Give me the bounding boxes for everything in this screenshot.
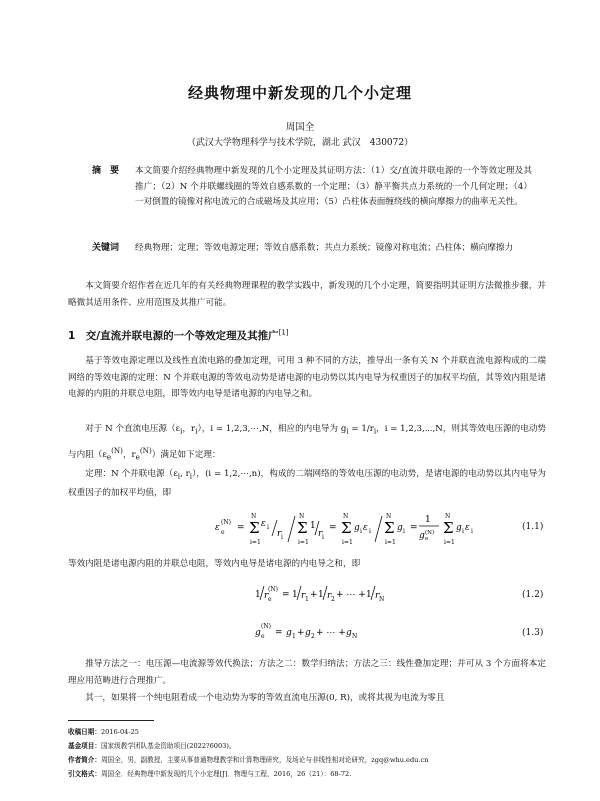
svg-text:ε: ε xyxy=(261,519,266,529)
svg-text:+: + xyxy=(310,590,318,600)
keywords-text: 经典物理；定理；等效电源定理；等效自感系数；共点力系统；镜像对称电流；凸柱体；横向摩擦力 xyxy=(135,243,514,253)
svg-text:i=1: i=1 xyxy=(250,539,261,546)
svg-text:Σ: Σ xyxy=(341,519,352,537)
svg-text:e: e xyxy=(425,536,429,542)
svg-text:+ ⋯ +: + ⋯ + xyxy=(316,628,346,638)
footnote-citation: 引文格式：周国全．经典物理中新发现的几个小定理[J]．物理与工程，2016，26（21）：68-72. xyxy=(68,770,352,778)
paragraph-equivalent-resistance: 等效内阻是诸电源内阻的并联总电阻，等效内电导是诸电源的内电导之和，即 xyxy=(68,559,361,569)
paragraph-theorem-statement: 定理：N 个并联电源（$\varepsilon_i$, $r_i$），(i = 1,2,⋯,n)，构成的二端网络的等效电压源的电动势，是诸电源的电动势以其内电导为权重因子的加权平均值，即 xyxy=(68,469,546,499)
intro-paragraph: 本文简要介绍作者在近几年的有关经典物理课程的教学实践中，新发现的几个小定理，简要指明其证明方法微推步骤，并略微其适用条件、应用范围及其推广可能。 xyxy=(68,281,546,308)
svg-text:r: r xyxy=(301,591,306,601)
svg-text:Σ: Σ xyxy=(297,519,308,537)
section-heading-text: 1 交/直流并联电源的一个等效定理及其推广 xyxy=(68,330,279,342)
svg-text:e: e xyxy=(221,529,225,536)
svg-text:g: g xyxy=(456,523,462,533)
svg-text:i=1: i=1 xyxy=(444,539,455,546)
svg-text:ε: ε xyxy=(465,523,470,533)
svg-text:i=1: i=1 xyxy=(342,539,353,546)
svg-text:=: = xyxy=(282,590,290,600)
footnote-funding: 基金项目：国家级教学团队基金资助项目(2022?6003)。 xyxy=(68,742,236,750)
footnote-divider xyxy=(68,720,154,721)
svg-text:=: = xyxy=(410,523,418,533)
svg-text:+: + xyxy=(297,628,305,638)
footnote-author-bio: 作者简介：周国全，男，副教授，主要从事普通物理教学和计算物理研究，及场论与非线性相对论研究，zgq@whu.edu.cn xyxy=(68,756,429,764)
svg-text:Σ: Σ xyxy=(384,519,395,537)
svg-text:1: 1 xyxy=(255,590,261,600)
svg-text:1: 1 xyxy=(292,590,298,600)
svg-text:(N): (N) xyxy=(261,623,271,630)
svg-text:ε: ε xyxy=(215,523,220,533)
svg-text:r: r xyxy=(264,591,269,601)
abstract-text: 本文简要介绍经典物理中新发现的几个小定理及其证明方法：（1）交/直流并联电源的一个等效定理及其推广；（2）N 个并联螺线圈的等效自感系数的一个定理；（3）静平衡共点力系统的一个几何定理；（4）一对倒置的镜像对称电流元的合成磁场及其应用；（5）凸柱体表面缠绕线的横向摩擦力的曲率无关性。 xyxy=(135,166,532,208)
paragraph-derivation-methods: 推导方法之一：电压源—电流源等效代换法；方法之二：数学归纳法；方法之三：线性叠加定理；并可从 3 个方面将本定理应用范畴进行合理推广。 xyxy=(68,659,546,686)
svg-text:r: r xyxy=(318,529,323,539)
paragraph-sources: 对于 N 个直流电压源（$\varepsilon_i$，$r_i$），i = 1,2,3,⋯,N，相应的内电导为 $g_i = 1/r_i$，i = 1,2,3,⋯,N，则其等效电压源的电动势与内阻（$\varepsilon_e^{(N)}$，$r_e^{(N)}$）满足如下定理： xyxy=(68,424,547,462)
svg-text:g: g xyxy=(305,628,311,638)
paragraph-theorem-intro: 基于等效电源定理以及线性直流电路的叠加定理，可用 3 种不同的方法，推导出一条有关 N 个并联直流电源构成的二端网络的等效电源的定理：N 个并联电源的等效电动势是诸电源的电动势以其内电导为权重因子的加权平均值，其等效内阻是诸电源的内阻的并联总电阻，即等效内电导是诸电源的内电导之和。 xyxy=(68,356,546,400)
equation-1-3 xyxy=(255,620,375,644)
equation-1-1 xyxy=(215,506,485,550)
svg-text:=: = xyxy=(275,628,283,638)
abstract-label: 摘 要 xyxy=(92,166,120,176)
section-heading-ref: [1] xyxy=(278,328,289,337)
equation-number-1-3: (1.3) xyxy=(522,628,544,638)
svg-text:1: 1 xyxy=(425,515,431,525)
svg-text:(N): (N) xyxy=(425,530,435,536)
svg-text:i=1: i=1 xyxy=(298,539,309,546)
svg-text:g: g xyxy=(419,531,425,541)
svg-text:(N): (N) xyxy=(221,519,231,526)
svg-text:r: r xyxy=(327,591,332,601)
svg-text:ε: ε xyxy=(363,523,368,533)
svg-text:i: i xyxy=(267,524,269,531)
svg-text:g: g xyxy=(255,628,261,638)
svg-text:i: i xyxy=(360,528,362,535)
svg-text:1: 1 xyxy=(366,590,372,600)
svg-text:=: = xyxy=(237,523,245,533)
svg-text:i: i xyxy=(369,528,371,535)
svg-text:1: 1 xyxy=(310,521,316,531)
svg-text:1: 1 xyxy=(292,633,296,640)
keywords-block xyxy=(92,241,532,257)
svg-text:i: i xyxy=(471,528,473,535)
svg-text:(N): (N) xyxy=(268,586,278,593)
svg-text:N: N xyxy=(445,513,451,520)
svg-text:i: i xyxy=(281,534,283,541)
svg-text:N: N xyxy=(379,596,385,603)
svg-text:Σ: Σ xyxy=(249,519,260,537)
svg-text:g: g xyxy=(346,628,352,638)
svg-text:e: e xyxy=(261,633,265,640)
svg-text:2: 2 xyxy=(311,633,315,640)
svg-text:N: N xyxy=(299,513,305,520)
svg-text:+ ⋯ +: + ⋯ + xyxy=(336,590,366,600)
svg-text:g: g xyxy=(286,628,292,638)
svg-text:r: r xyxy=(277,529,282,539)
svg-text:=: = xyxy=(329,523,337,533)
svg-text:N: N xyxy=(343,513,349,520)
footnote-received: 收稿日期：2016-04-25 xyxy=(68,728,139,736)
svg-text:i: i xyxy=(322,534,324,541)
svg-text:r: r xyxy=(375,591,380,601)
svg-text:1: 1 xyxy=(305,596,309,603)
author-name: 周国全 xyxy=(285,122,315,133)
paragraph-extension: 其一，如果将一个纯电阻看成一个电动势为零的等效直流电压源(0, R)，或将其视为电流为零且 xyxy=(85,693,445,703)
svg-text:g: g xyxy=(354,523,360,533)
abstract-block xyxy=(92,164,532,211)
svg-text:e: e xyxy=(268,596,272,603)
keywords-label: 关键词 xyxy=(92,243,120,253)
svg-text:N: N xyxy=(386,513,392,520)
author-affiliation: （武汉大学物理科学与技术学院，湖北 武汉 430072） xyxy=(186,138,414,148)
svg-text:g: g xyxy=(397,523,403,533)
svg-text:i=1: i=1 xyxy=(385,539,396,546)
section-heading xyxy=(68,328,289,343)
paper-title: 经典物理中新发现的几个小定理 xyxy=(187,84,412,102)
svg-text:Σ: Σ xyxy=(443,519,454,537)
svg-text:N: N xyxy=(251,513,257,520)
equation-number-1-2: (1.2) xyxy=(522,590,544,600)
equation-1-2 xyxy=(255,582,395,606)
svg-text:i: i xyxy=(403,528,405,535)
svg-text:N: N xyxy=(352,633,358,640)
svg-text:2: 2 xyxy=(331,596,335,603)
equation-number-1-1: (1.1) xyxy=(522,522,544,532)
svg-text:1: 1 xyxy=(318,590,324,600)
svg-text:i: i xyxy=(462,528,464,535)
